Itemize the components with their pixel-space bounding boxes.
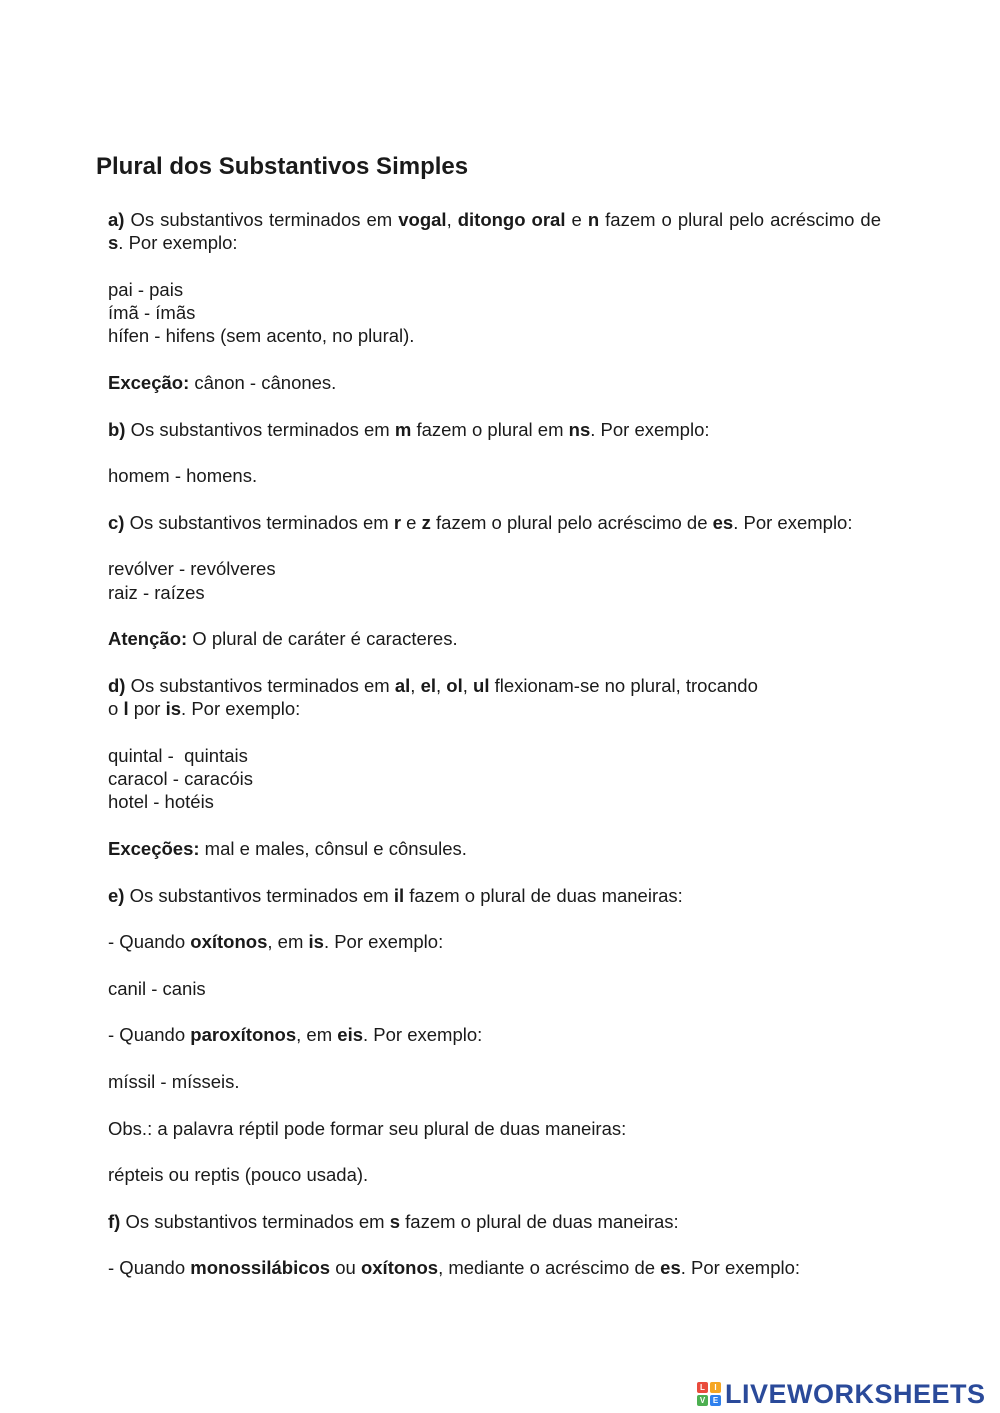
bold-term: monossilábicos — [190, 1257, 331, 1279]
rule-a-exception — [108, 371, 881, 394]
bold-term: s — [108, 232, 119, 254]
rule-a-label: a) — [108, 209, 125, 230]
bold-term: r — [393, 511, 402, 533]
text: . Por exemplo: — [590, 418, 710, 440]
rule-e-obs — [108, 1117, 881, 1140]
bold-term: es — [660, 1257, 681, 1279]
bold-term: al — [394, 674, 411, 696]
text: , — [436, 674, 447, 696]
text: - Quando — [108, 1257, 191, 1279]
rule-c — [108, 511, 881, 534]
bold-term: n — [587, 209, 600, 230]
bold-term: m — [394, 418, 412, 440]
obs-text: Obs.: a palavra réptil pode formar seu plural de duas maneiras: — [108, 1117, 627, 1139]
text: . Por exemplo: — [323, 931, 444, 953]
rule-d-label: d) — [108, 674, 126, 696]
example: canil - canis — [108, 977, 206, 999]
bold-term: z — [421, 511, 431, 533]
example: quintal - quintais — [108, 744, 248, 766]
rule-e-example-1 — [108, 977, 881, 1000]
text: . Por exemplo: — [680, 1257, 801, 1279]
bold-term: ns — [568, 418, 591, 440]
example: revólver - revólveres — [108, 558, 276, 580]
text: por — [128, 698, 166, 720]
text: , mediante o acréscimo de — [438, 1257, 661, 1279]
bold-term: paroxítonos — [190, 1024, 297, 1046]
text: fazem o plural de duas maneiras: — [404, 884, 683, 906]
text: , em — [267, 931, 309, 953]
example: pai - pais — [108, 278, 184, 300]
text: ou — [330, 1257, 361, 1279]
exception-text: cânon - cânones. — [189, 372, 337, 394]
attention-label: Atenção: — [108, 628, 188, 650]
page-title: Plural dos Substantivos Simples — [96, 153, 469, 180]
bold-term: is — [308, 931, 324, 953]
text: , em — [296, 1024, 338, 1046]
text: Os substantivos terminados em — [124, 511, 394, 533]
text: Os substantivos terminados em — [120, 1210, 390, 1232]
bold-term: es — [712, 511, 734, 533]
bold-term: oxítonos — [190, 931, 268, 953]
rule-f — [108, 1210, 881, 1233]
text: Os substantivos terminados em — [124, 884, 394, 906]
example: ímã - ímãs — [108, 302, 196, 324]
text: e — [401, 511, 422, 533]
text: Os substantivos terminados em — [125, 674, 395, 696]
example: míssil - mísseis. — [108, 1070, 240, 1092]
text: fazem o plural pelo acréscimo de — [599, 209, 881, 230]
bold-term: vogal — [398, 209, 447, 230]
rule-e-obs-example — [108, 1163, 881, 1186]
rule-c-attention — [108, 627, 881, 650]
lesson-content — [108, 208, 881, 1303]
rule-d-examples — [108, 744, 881, 814]
bold-term: ul — [473, 674, 490, 696]
rule-b-label: b) — [108, 418, 126, 440]
rule-e-example-2 — [108, 1070, 881, 1093]
logo-mark-icon — [697, 1382, 721, 1406]
example: hotel - hotéis — [108, 791, 214, 813]
example: répteis ou reptis (pouco usada). — [108, 1164, 369, 1186]
text: - Quando — [108, 931, 191, 953]
example: caracol - caracóis — [108, 768, 253, 790]
text: . Por exemplo: — [118, 232, 238, 254]
bold-term: ol — [446, 674, 463, 696]
bold-term: l — [123, 698, 129, 720]
logo-letter: L — [697, 1382, 708, 1393]
text: Os substantivos terminados em — [125, 418, 395, 440]
text: fazem o plural em — [411, 418, 569, 440]
rule-b-examples — [108, 464, 881, 487]
attention-text: O plural de caráter é caracteres. — [187, 628, 458, 650]
rule-e-case-oxitonos — [108, 930, 881, 953]
rule-b — [108, 418, 881, 441]
text: , — [410, 674, 421, 696]
text: flexionam-se no plural, trocando — [489, 674, 758, 696]
logo-letter: I — [710, 1382, 721, 1393]
text: . Por exemplo: — [733, 511, 853, 533]
rule-c-label: c) — [108, 511, 125, 533]
logo-text: LIVEWORKSHEETS — [725, 1378, 986, 1409]
logo-letter: V — [697, 1395, 708, 1406]
rule-a-examples — [108, 278, 881, 348]
bold-term: eis — [337, 1024, 363, 1046]
example: hífen - hifens (sem acento, no plural). — [108, 325, 415, 347]
bold-term: ditongo oral — [457, 209, 566, 230]
liveworksheets-logo[interactable] — [697, 1376, 986, 1412]
exception-text: mal e males, cônsul e cônsules. — [199, 838, 467, 860]
bold-term: s — [389, 1210, 401, 1232]
rule-a — [108, 208, 881, 255]
rule-f-label: f) — [108, 1210, 121, 1232]
example: raiz - raízes — [108, 581, 205, 603]
text: Os substantivos terminados em — [124, 209, 399, 230]
rule-e-label: e) — [108, 884, 125, 906]
bold-term: el — [420, 674, 437, 696]
rule-e-case-paroxitonos — [108, 1023, 881, 1046]
text: - Quando — [108, 1024, 191, 1046]
text: o — [108, 698, 124, 720]
exception-label: Exceções: — [108, 838, 200, 860]
logo-letter: E — [710, 1395, 721, 1406]
bold-term: is — [165, 698, 182, 720]
rule-d-exception — [108, 837, 881, 860]
rule-c-examples — [108, 557, 881, 604]
exception-label: Exceção: — [108, 372, 190, 394]
bold-term: il — [393, 884, 405, 906]
text: , — [462, 674, 474, 696]
text: , — [446, 209, 458, 230]
example: homem - homens. — [108, 465, 258, 487]
text: e — [565, 209, 588, 230]
rule-f-case-monossilabicos — [108, 1256, 881, 1279]
rule-e — [108, 884, 881, 907]
text: . Por exemplo: — [363, 1024, 483, 1046]
text: fazem o plural de duas maneiras: — [400, 1210, 679, 1232]
text: . Por exemplo: — [181, 698, 301, 720]
bold-term: oxítonos — [360, 1257, 439, 1279]
text: fazem o plural pelo acréscimo de — [430, 511, 713, 533]
rule-d — [108, 674, 881, 721]
